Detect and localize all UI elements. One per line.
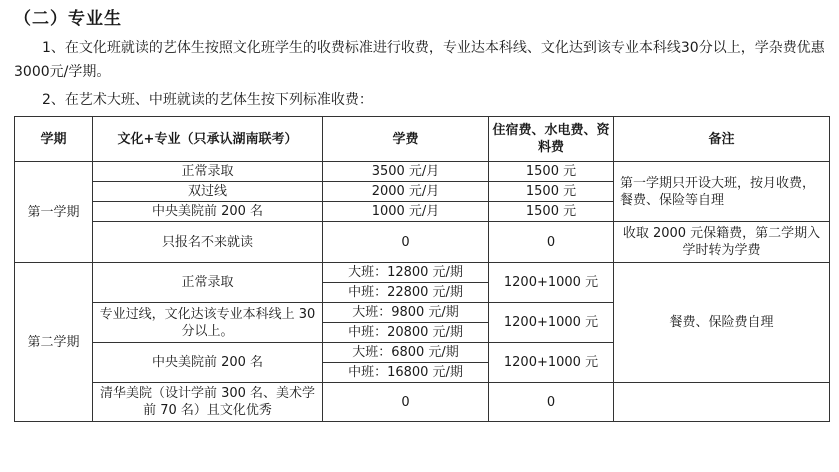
paragraph-2: 2、在艺术大班、中班就读的艺体生按下列标准收费： xyxy=(42,92,373,108)
other-fee-cell: 1500 元 xyxy=(489,182,614,202)
tuition-cell: 大班：6800 元/期 xyxy=(323,343,489,363)
condition-cell: 正常录取 xyxy=(93,263,323,303)
other-fee-cell: 1500 元 xyxy=(489,202,614,222)
condition-cell: 双过线 xyxy=(93,182,323,202)
tuition-cell: 中班：22800 元/期 xyxy=(323,283,489,303)
table-row xyxy=(15,383,830,422)
tuition-cell: 大班：12800 元/期 xyxy=(323,263,489,283)
condition-cell: 中央美院前 200 名 xyxy=(93,343,323,383)
tuition-cell: 1000 元/月 xyxy=(323,202,489,222)
term-label: 第一学期 xyxy=(15,162,93,263)
tuition-cell: 大班：9800 元/期 xyxy=(323,303,489,323)
paragraph-1: 1、在文化班就读的艺体生按照文化班学生的收费标准进行收费，专业达本科线、文化达到该专业本科线30分以上，学杂费优惠3000元/学期。 xyxy=(14,40,825,80)
header-notes: 备注 xyxy=(614,117,830,162)
section-heading: （二）专业生 xyxy=(14,9,122,29)
other-fee-cell: 1200+1000 元 xyxy=(489,303,614,343)
header-condition: 文化+专业（只承认湖南联考） xyxy=(93,117,323,162)
condition-cell: 中央美院前 200 名 xyxy=(93,202,323,222)
tuition-cell: 0 xyxy=(323,383,489,422)
note-cell-empty xyxy=(614,383,830,422)
table-row xyxy=(15,162,830,182)
note-cell: 餐费、保险费自理 xyxy=(614,263,830,383)
other-fee-cell: 0 xyxy=(489,383,614,422)
tuition-cell: 中班：16800 元/期 xyxy=(323,363,489,383)
header-term: 学期 xyxy=(15,117,93,162)
tuition-cell: 3500 元/月 xyxy=(323,162,489,182)
condition-cell: 专业过线，文化达该专业本科线上 30 分以上。 xyxy=(93,303,323,343)
tuition-cell: 2000 元/月 xyxy=(323,182,489,202)
table-header-row xyxy=(15,117,830,162)
note-cell: 收取 2000 元保籍费，第二学期入学时转为学费 xyxy=(614,222,830,263)
other-fee-cell: 1500 元 xyxy=(489,162,614,182)
fee-table xyxy=(14,116,830,422)
other-fee-cell: 0 xyxy=(489,222,614,263)
tuition-cell: 0 xyxy=(323,222,489,263)
other-fee-cell: 1200+1000 元 xyxy=(489,343,614,383)
table-row xyxy=(15,263,830,283)
term-label: 第二学期 xyxy=(15,263,93,422)
condition-cell: 只报名不来就读 xyxy=(93,222,323,263)
condition-cell: 正常录取 xyxy=(93,162,323,182)
other-fee-cell: 1200+1000 元 xyxy=(489,263,614,303)
table-row xyxy=(15,222,830,263)
header-other-fees: 住宿费、水电费、资料费 xyxy=(489,117,614,162)
tuition-cell: 中班：20800 元/期 xyxy=(323,323,489,343)
note-cell: 第一学期只开设大班，按月收费，餐费、保险等自理 xyxy=(614,162,830,222)
condition-cell: 清华美院（设计学前 300 名、美术学前 70 名）且文化优秀 xyxy=(93,383,323,422)
header-tuition: 学费 xyxy=(323,117,489,162)
